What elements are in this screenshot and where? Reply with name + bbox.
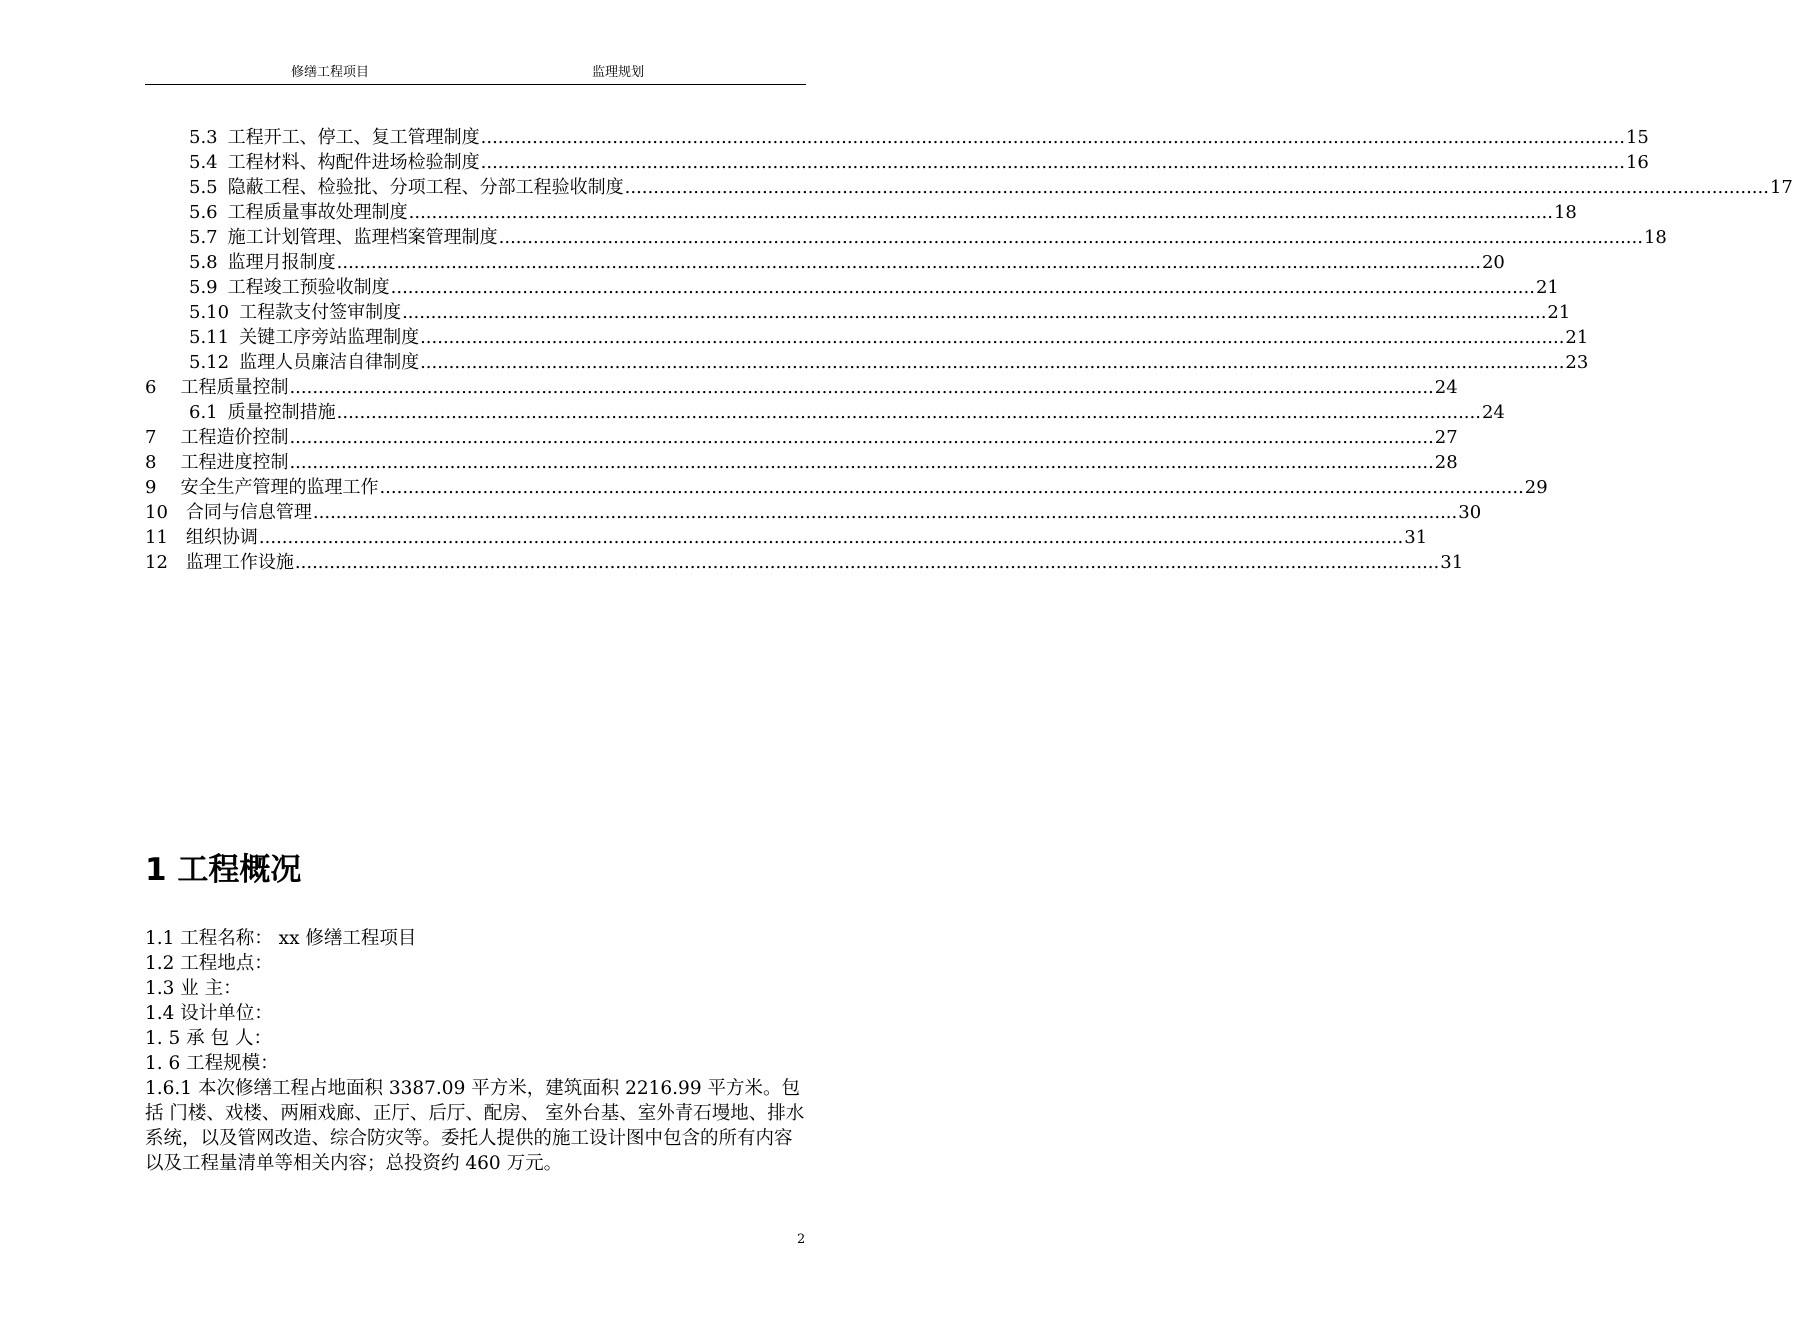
toc-entry[interactable] [145, 149, 1649, 174]
toc-entry-title: 质量控制措施 [227, 402, 336, 423]
toc-entry-page: 24 [1434, 377, 1458, 398]
toc-dot-leader: ........................................................................................................................................................................................................ [289, 427, 1434, 448]
toc-entry-title: 工程质量事故处理制度 [227, 202, 408, 223]
toc-entry-page: 15 [1625, 127, 1649, 148]
toc-entry-page: 21 [1547, 302, 1571, 323]
toc-entry[interactable] [145, 299, 1571, 324]
toc-entry-title: 监理工作设施 [185, 552, 294, 573]
toc-entry-page: 28 [1434, 452, 1458, 473]
toc-entry-page: 20 [1481, 252, 1505, 273]
project-scale-line: 1. 6 工程规模： [145, 1053, 279, 1074]
toc-entry-title: 工程竣工预验收制度 [227, 277, 390, 298]
owner-line: 1.3 业 主： [145, 978, 242, 999]
toc-entry-number: 10 [145, 502, 168, 523]
toc-entry-number: 5.10 [189, 302, 230, 323]
toc-entry[interactable] [145, 424, 1458, 449]
toc-entry-number: 12 [145, 552, 168, 573]
toc-entry-number: 5.3 [189, 127, 218, 148]
toc-entry-title: 工程开工、停工、复工管理制度 [227, 127, 480, 148]
toc-entry[interactable] [145, 199, 1577, 224]
toc-dot-leader: ........................................................................................................................................................................................................ [289, 452, 1434, 473]
toc-entry-page: 31 [1404, 527, 1428, 548]
toc-entry-page: 24 [1481, 402, 1505, 423]
toc-entry[interactable] [145, 324, 1589, 349]
chapter-heading: 1 工程概况 [145, 852, 302, 888]
toc-dot-leader: ........................................................................................................................................................................................................ [420, 327, 1565, 348]
toc-entry[interactable] [145, 374, 1458, 399]
toc-dot-leader: ........................................................................................................................................................................................................ [294, 552, 1440, 573]
toc-entry-page: 27 [1434, 427, 1458, 448]
toc-entry-title: 组织协调 [185, 527, 258, 548]
header-divider [145, 84, 806, 85]
toc-entry-number: 5.9 [189, 277, 218, 298]
toc-dot-leader: ........................................................................................................................................................................................................ [336, 402, 1481, 423]
toc-entry-title: 安全生产管理的监理工作 [180, 477, 379, 498]
toc-entry-title: 工程造价控制 [180, 427, 289, 448]
toc-entry-number: 6.1 [189, 402, 218, 423]
toc-entry-page: 30 [1458, 502, 1482, 523]
toc-entry-page: 21 [1535, 277, 1559, 298]
toc-entry-title: 隐蔽工程、检验批、分项工程、分部工程验收制度 [227, 177, 624, 198]
body-text [145, 926, 807, 1176]
toc-entry-title: 监理月报制度 [227, 252, 336, 273]
toc-entry-number: 6 [145, 377, 157, 398]
toc-dot-leader: ........................................................................................................................................................................................................ [402, 302, 1547, 323]
toc-entry-number: 5.5 [189, 177, 218, 198]
toc-entry-title: 工程进度控制 [180, 452, 289, 473]
toc-entry-page: 31 [1440, 552, 1464, 573]
toc-entry-number: 5.6 [189, 202, 218, 223]
toc-entry[interactable] [145, 349, 1589, 374]
toc-dot-leader: ........................................................................................................................................................................................................ [379, 477, 1524, 498]
toc-entry-title: 工程材料、构配件进场检验制度 [227, 152, 480, 173]
toc-entry-page: 29 [1524, 477, 1548, 498]
toc-entry[interactable] [145, 249, 1505, 274]
toc-entry-title: 工程质量控制 [180, 377, 289, 398]
toc-entry-title: 监理人员廉洁自律制度 [239, 352, 420, 373]
toc-entry-number: 5.12 [189, 352, 230, 373]
toc-entry[interactable] [145, 549, 1464, 574]
toc-dot-leader: ........................................................................................................................................................................................................ [390, 277, 1535, 298]
toc-entry-page: 16 [1625, 152, 1649, 173]
toc-entry[interactable] [145, 474, 1548, 499]
toc-dot-leader: ........................................................................................................................................................................................................ [480, 127, 1625, 148]
toc-entry-number: 7 [145, 427, 157, 448]
toc-dot-leader: ........................................................................................................................................................................................................ [336, 252, 1481, 273]
header-document-title: 监理规划 [592, 65, 645, 80]
header-project-name: 修缮工程项目 [291, 65, 370, 80]
toc-entry[interactable] [145, 399, 1505, 424]
toc-entry-number: 5.7 [189, 227, 218, 248]
page-number: 2 [797, 1232, 806, 1247]
project-location-line: 1.2 工程地点： [145, 953, 273, 974]
toc-entry-number: 11 [145, 527, 168, 548]
toc-entry[interactable] [145, 224, 1667, 249]
toc-entry-page: 21 [1565, 327, 1589, 348]
toc-entry[interactable] [145, 174, 1793, 199]
table-of-contents [145, 124, 1793, 574]
toc-entry-title: 施工计划管理、监理档案管理制度 [227, 227, 498, 248]
toc-entry[interactable] [145, 499, 1482, 524]
toc-entry-number: 8 [145, 452, 157, 473]
toc-entry-title: 关键工序旁站监理制度 [239, 327, 420, 348]
toc-entry[interactable] [145, 524, 1428, 549]
toc-entry[interactable] [145, 449, 1458, 474]
toc-entry-page: 18 [1553, 202, 1577, 223]
toc-entry-page: 18 [1643, 227, 1667, 248]
toc-entry-number: 5.11 [189, 327, 230, 348]
toc-entry[interactable] [145, 124, 1649, 149]
toc-entry[interactable] [145, 274, 1559, 299]
toc-dot-leader: ........................................................................................................................................................................................................ [480, 152, 1625, 173]
toc-dot-leader: ........................................................................................................................................................................................................ [289, 377, 1434, 398]
toc-dot-leader: ........................................................................................................................................................................................................ [498, 227, 1643, 248]
toc-entry-number: 5.8 [189, 252, 218, 273]
toc-dot-leader: ........................................................................................................................................................................................................ [408, 202, 1553, 223]
project-name-line: 1.1 工程名称： xx 修缮工程项目 [145, 928, 417, 949]
toc-entry-number: 9 [145, 477, 157, 498]
toc-dot-leader: ........................................................................................................................................................................................................ [420, 352, 1565, 373]
toc-dot-leader: ........................................................................................................................................................................................................ [624, 177, 1769, 198]
toc-entry-page: 17 [1769, 177, 1793, 198]
contractor-line: 1. 5 承 包 人： [145, 1028, 272, 1049]
toc-dot-leader: ........................................................................................................................................................................................................ [312, 502, 1458, 523]
toc-dot-leader: ........................................................................................................................................................................................................ [258, 527, 1404, 548]
design-unit-line: 1.4 设计单位： [145, 1003, 273, 1024]
toc-entry-number: 5.4 [189, 152, 218, 173]
project-scale-paragraph: 1.6.1 本次修缮工程占地面积 3387.09 平方米，建筑面积 2216.99 平方米。包括 门楼、戏楼、两厢戏廊、正厅、后厅、配房、 室外台基、室外青石墁地、排水系统，以及管网改造、综合防灾等。委托人提供的施工设计图中包含的所有内容以及工程量清单等相关内容；总投资约 460 万元。 [145, 1078, 805, 1174]
toc-entry-page: 23 [1565, 352, 1589, 373]
toc-entry-title: 合同与信息管理 [185, 502, 312, 523]
toc-entry-title: 工程款支付签审制度 [239, 302, 402, 323]
